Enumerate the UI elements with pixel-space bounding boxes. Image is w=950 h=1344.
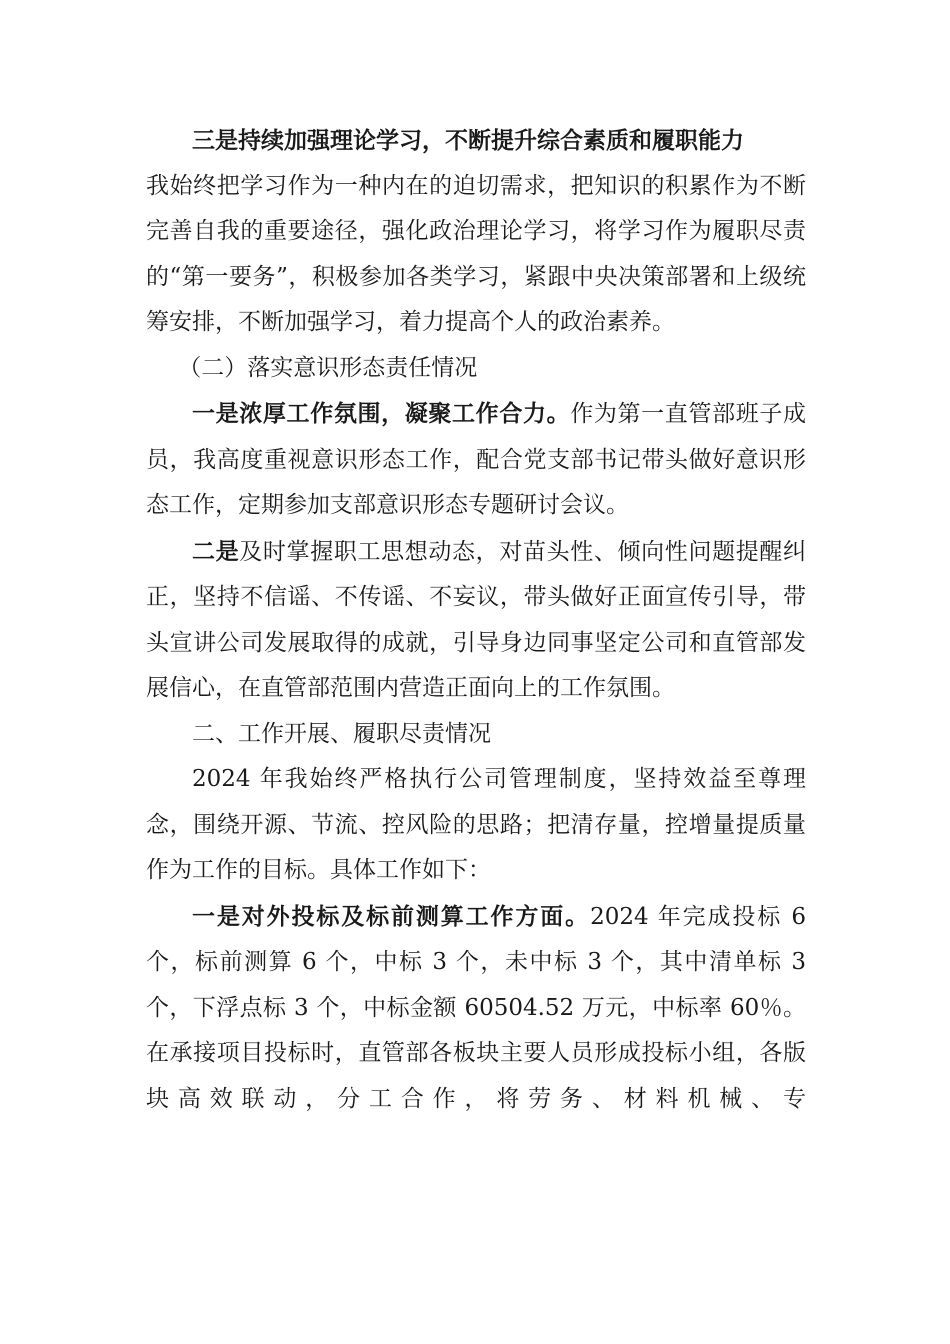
paragraph-work-summary xyxy=(146,757,806,894)
body-text-bidding: 2024 年完成投标 6 个，标前测算 6 个，中标 3 个，未中标 3 个，其中清单标 3 个，下浮点标 3 个，中标金额 60504.52 万元，中标率 60％。在承接项目投标时，直管部各板块主要人员形成投标小组，各版块高效联动，分工合作，将劳务、材料机械、专 xyxy=(146,903,806,1112)
bold-lead-second: 二是 xyxy=(192,537,240,565)
paragraph-staff-thinking xyxy=(146,529,806,712)
bold-lead-bidding: 一是对外投标及标前测算工作方面。 xyxy=(192,902,591,930)
section-heading-work xyxy=(146,712,806,758)
paragraph-theory-study-body xyxy=(146,164,806,346)
section-heading-ideology xyxy=(146,346,806,392)
body-text-staff-thinking: 及时掌握职工思想动态，对苗头性、倾向性问题提醒纠正，坚持不信谣、不传谣、不妄议，带头做好正面宣传引导，带头宣讲公司发展取得的成就，引导身边同事坚定公司和直管部发展信心，在直管部范围内营造正面向上的工作氛围。 xyxy=(146,538,807,701)
document-page xyxy=(146,118,806,1122)
bold-lead-atmosphere: 一是浓厚工作氛围，凝聚工作合力。 xyxy=(192,400,571,427)
heading-ideology-text: （二）落实意识形态责任情况 xyxy=(178,354,478,381)
bold-lead-theory-study: 三是持续加强理论学习，不断提升综合素质和履职能力 xyxy=(192,127,744,154)
body-text-atmosphere: 作为第一直管部班子成员，我高度重视意识形态工作，配合党支部书记带头做好意识形态工作，定期参加支部意识形态专题研讨会议。 xyxy=(146,401,807,518)
body-text-theory-study: 我始终把学习作为一种内在的迫切需求，把知识的积累作为不断完善自我的重要途径，强化政治理论学习，将学习作为履职尽责的“第一要务”，积极参加各类学习，紧跟中央决策部署和上级统筹安排，不断加强学习，着力提高个人的政治素养。 xyxy=(146,172,806,335)
paragraph-bidding xyxy=(146,894,806,1123)
paragraph-atmosphere xyxy=(146,391,806,529)
body-text-work-summary: 2024 年我始终严格执行公司管理制度，坚持效益至尊理念，围绕开源、节流、控风险的思路；把清存量，控增量提质量作为工作的目标。具体工作如下： xyxy=(146,766,806,883)
paragraph-theory-study-heading xyxy=(146,118,806,164)
heading-work-text: 二、工作开展、履职尽责情况 xyxy=(192,720,491,747)
